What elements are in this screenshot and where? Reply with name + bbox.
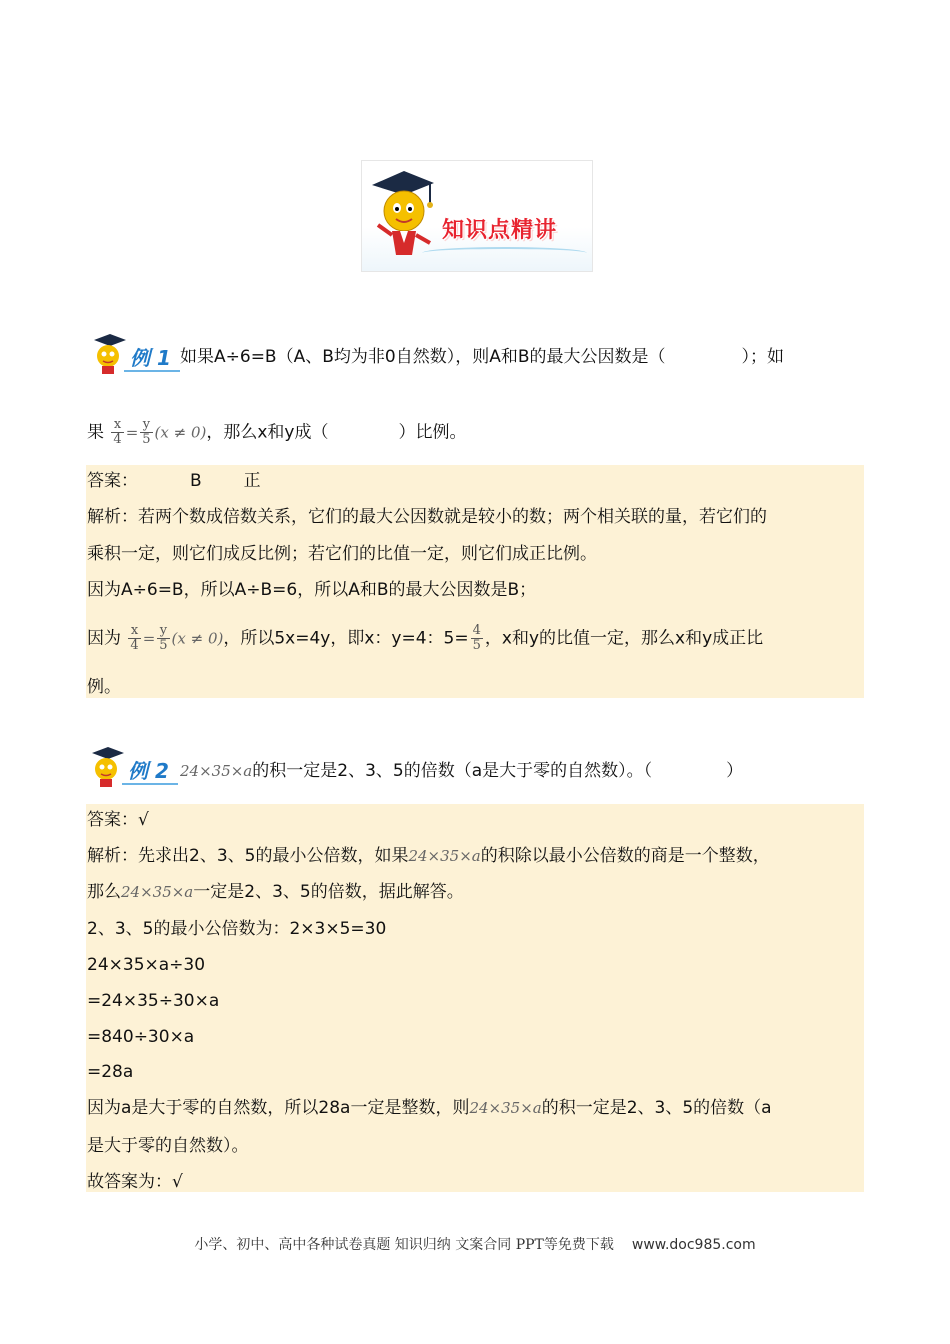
ex2-analysis-10: 故答案为：√ (87, 1172, 183, 1192)
ex2-analysis-2: 那么24×35×a一定是2、3、5的倍数，据此解答。 (87, 882, 464, 902)
ex1-question-line-1: 如果A÷6=B（A、B均为非0自然数），则A和B的最大公因数是（ ）；如 (180, 347, 784, 367)
ex2-analysis-8: 因为a是大于零的自然数，所以28a一定是整数，则24×35×a的积一定是2、3、5的倍数（a (87, 1098, 772, 1118)
ex2-analysis-1: 解析：先求出2、3、5的最小公倍数，如果24×35×a的积除以最小公倍数的商是一个整数， (87, 846, 770, 866)
banner-wave-decoration (422, 247, 587, 259)
ex1-analysis-1: 解析：若两个数成倍数关系，它们的最大公因数就是较小的数；两个相关联的量，若它们的 (87, 507, 767, 527)
fraction-y-over-5: $\frac{y}{5}$ (142, 417, 151, 447)
footer-text: 小学、初中、高中各种试卷真题 知识归纳 文案合同 PPT等免费下载 (194, 1237, 614, 1253)
ex2-analysis-5: =24×35÷30×a (87, 991, 220, 1011)
banner-title: 知识点精讲 (442, 218, 558, 243)
knowledge-banner (361, 160, 593, 272)
page-footer (0, 1234, 950, 1254)
ex2-analysis-4: 24×35×a÷30 (87, 955, 206, 975)
ex1-question-line-2: 果 $\frac{x}{4}$ = $\frac{y}{5}$ (x ≠ 0)，那么x和y成（ ）比例。 (87, 417, 467, 447)
ex2-analysis-9: 是大于零的自然数）。 (87, 1136, 249, 1156)
fraction-4-over-5: $\frac{4}{5}$ (472, 623, 481, 653)
ex2-question: 24×35×a的积一定是2、3、5的倍数（a是大于零的自然数）。（ ） (180, 761, 744, 781)
example-2-badge (86, 745, 181, 789)
example-1-label: 例 1 (130, 346, 171, 370)
ex1-analysis-5: 例。 (87, 677, 121, 697)
ex1-analysis-4: 因为 $\frac{x}{4}$ = $\frac{y}{5}$ (x ≠ 0)，所以5x=4y，即x：y=4：5= $\frac{4}{5}$ ，x和y的比值一定，那么x和y成正比 (87, 623, 764, 653)
badge-underline (124, 370, 180, 372)
ex1-answer: 答案： B 正 (87, 471, 261, 491)
ex2-analysis-6: =840÷30×a (87, 1027, 195, 1047)
example-2-label: 例 2 (128, 759, 169, 783)
fraction-x-over-4: $\frac{x}{4}$ (113, 417, 122, 447)
ex2-analysis-3: 2、3、5的最小公倍数为：2×3×5=30 (87, 919, 387, 939)
ex2-analysis-7: =28a (87, 1062, 134, 1082)
ex1-analysis-2: 乘积一定，则它们成反比例；若它们的比值一定，则它们成正比例。 (87, 544, 597, 564)
example-1-badge (88, 332, 183, 376)
ex1-analysis-3: 因为A÷6=B，所以A÷B=6，所以A和B的最大公因数是B； (87, 580, 537, 600)
badge-underline (122, 783, 178, 785)
footer-url[interactable]: www.doc985.com (631, 1237, 756, 1253)
ex2-answer: 答案：√ (87, 810, 149, 830)
